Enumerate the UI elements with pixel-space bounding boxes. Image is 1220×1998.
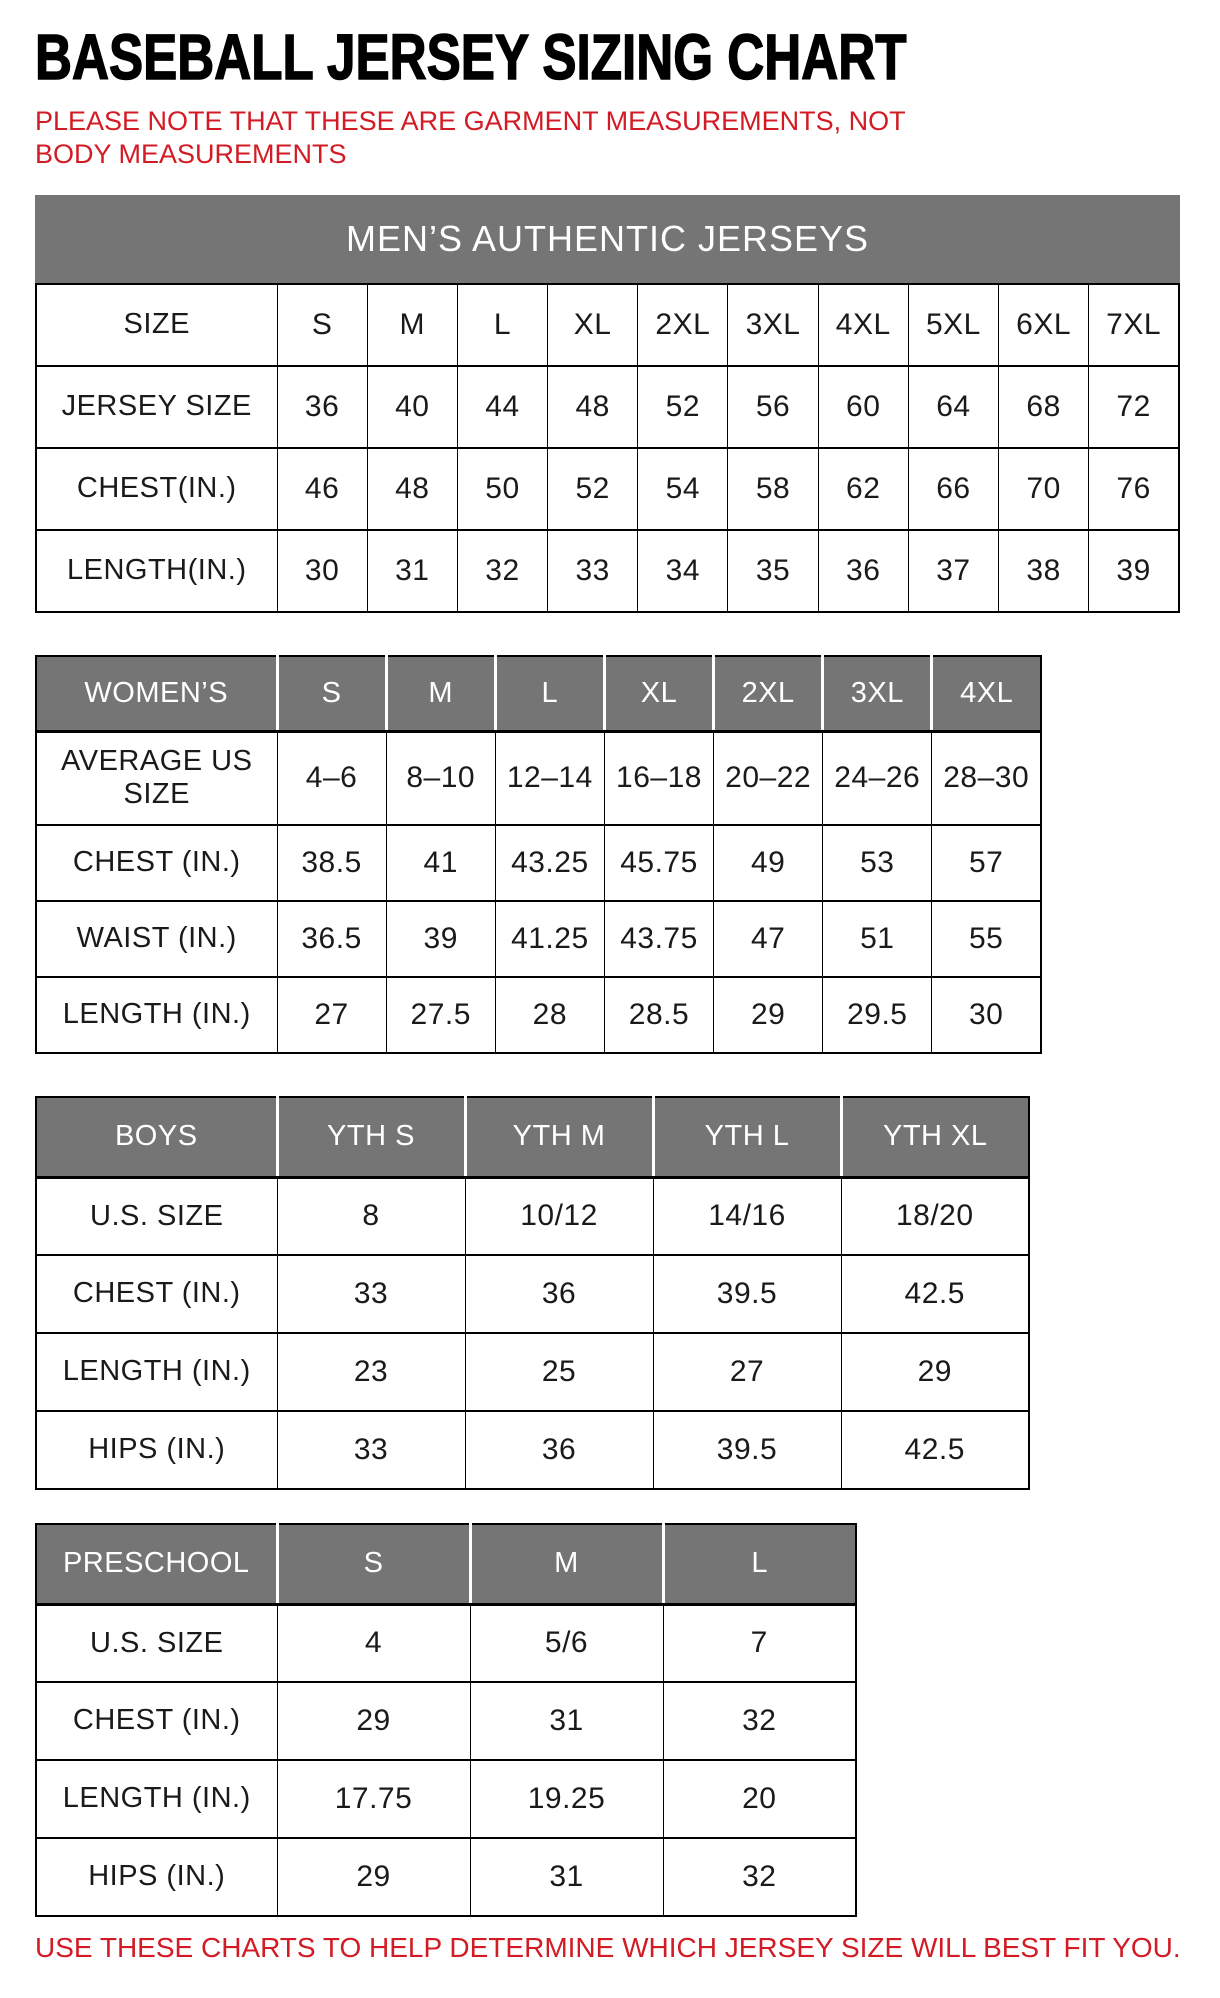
measurement-cell: 40 [367,366,457,448]
measurement-cell: 39 [1089,530,1179,612]
row-label: U.S. SIZE [36,1604,277,1682]
measurement-cell: 47 [714,901,823,977]
table-row [36,1255,1029,1333]
measurement-cell: 28.5 [604,977,713,1053]
row-label: LENGTH(IN.) [36,530,277,612]
size-column-header: L [495,656,604,731]
measurement-cell: 29 [714,977,823,1053]
size-column-header: YTH L [653,1097,841,1177]
measurement-cell: 20–22 [714,731,823,825]
measurement-cell: 57 [932,825,1041,901]
footer-note: USE THESE CHARTS TO HELP DETERMINE WHICH JERSEY SIZE WILL BEST FIT YOU. [35,1932,1181,1964]
table-row [36,977,1041,1053]
measurement-cell: 4XL [818,284,908,366]
measurement-cell: 29 [277,1838,470,1916]
measurement-cell: 33 [277,1411,465,1489]
measurement-cell: 33 [277,1255,465,1333]
preschool-size-header-row [36,1524,856,1604]
measurement-cell: 52 [548,448,638,530]
measurement-cell: 41 [386,825,495,901]
measurement-cell: 58 [728,448,818,530]
measurement-cell: 32 [663,1682,856,1760]
measurement-cell: 34 [638,530,728,612]
measurement-cell: 62 [818,448,908,530]
measurement-cell: 25 [465,1333,653,1411]
measurement-cell: 28–30 [932,731,1041,825]
table-row [36,1604,856,1682]
table-row [36,1760,856,1838]
measurement-cell: 54 [638,448,728,530]
size-column-header: L [663,1524,856,1604]
table-row [36,1333,1029,1411]
table-group-label: BOYS [36,1097,277,1177]
mens-sizing-table [35,283,1180,613]
row-label: CHEST (IN.) [36,1255,277,1333]
row-label: HIPS (IN.) [36,1838,277,1916]
size-column-header: S [277,1524,470,1604]
measurement-cell: 31 [367,530,457,612]
measurement-cell: 53 [823,825,932,901]
measurement-cell: 31 [470,1682,663,1760]
womens-size-header-row [36,656,1041,731]
table-row [36,1838,856,1916]
measurement-cell: 4–6 [277,731,386,825]
size-column-header: M [386,656,495,731]
measurement-cell: 32 [663,1838,856,1916]
measurement-cell: 48 [367,448,457,530]
table-row [36,1682,856,1760]
measurement-cell: 38 [999,530,1089,612]
row-label: U.S. SIZE [36,1177,277,1255]
measurement-cell: 29 [277,1682,470,1760]
measurement-cell: M [367,284,457,366]
measurement-cell: 76 [1089,448,1179,530]
row-label: LENGTH (IN.) [36,977,277,1053]
table-row [36,1177,1029,1255]
measurement-cell: 27 [277,977,386,1053]
measurement-cell: 66 [908,448,998,530]
measurement-cell: 8–10 [386,731,495,825]
measurement-cell: 41.25 [495,901,604,977]
table-row [36,901,1041,977]
measurement-cell: 56 [728,366,818,448]
row-label: WAIST (IN.) [36,901,277,977]
measurement-cell: 10/12 [465,1177,653,1255]
measurement-cell: 12–14 [495,731,604,825]
measurement-cell: 48 [548,366,638,448]
womens-sizing-table [35,655,1042,1054]
row-label: HIPS (IN.) [36,1411,277,1489]
size-column-header: 2XL [714,656,823,731]
row-label: LENGTH (IN.) [36,1333,277,1411]
measurement-cell: 72 [1089,366,1179,448]
measurement-cell: 18/20 [841,1177,1029,1255]
row-label: AVERAGE US SIZE [36,731,277,825]
table-group-label: WOMEN’S [36,656,277,731]
measurement-cell: 37 [908,530,998,612]
measurement-cell: 39.5 [653,1255,841,1333]
measurement-cell: 39.5 [653,1411,841,1489]
measurement-cell: 42.5 [841,1411,1029,1489]
table-row [36,448,1179,530]
measurement-cell: 29 [841,1333,1029,1411]
table-row [36,731,1041,825]
sizing-chart-page [35,21,1220,1965]
measurement-cell: S [277,284,367,366]
table-row [36,1411,1029,1489]
measurement-cell: 31 [470,1838,663,1916]
table-row [36,530,1179,612]
garment-measurements-note: PLEASE NOTE THAT THESE ARE GARMENT MEASUREMENTS, NOT BODY MEASUREMENTS [35,106,906,170]
measurement-cell: 64 [908,366,998,448]
measurement-cell: 43.75 [604,901,713,977]
measurement-cell: 27 [653,1333,841,1411]
measurement-cell: 8 [277,1177,465,1255]
measurement-cell: 44 [457,366,547,448]
measurement-cell: 36.5 [277,901,386,977]
measurement-cell: 3XL [728,284,818,366]
measurement-cell: 19.25 [470,1760,663,1838]
measurement-cell: XL [548,284,638,366]
measurement-cell: 52 [638,366,728,448]
measurement-cell: 20 [663,1760,856,1838]
measurement-cell: L [457,284,547,366]
measurement-cell: 60 [818,366,908,448]
measurement-cell: 6XL [999,284,1089,366]
row-label: SIZE [36,284,277,366]
measurement-cell: 28 [495,977,604,1053]
page-title: BASEBALL JERSEY SIZING CHART [35,21,907,93]
measurement-cell: 43.25 [495,825,604,901]
measurement-cell: 68 [999,366,1089,448]
measurement-cell: 7 [663,1604,856,1682]
measurement-cell: 36 [465,1255,653,1333]
measurement-cell: 42.5 [841,1255,1029,1333]
measurement-cell: 50 [457,448,547,530]
measurement-cell: 29.5 [823,977,932,1053]
row-label: LENGTH (IN.) [36,1760,277,1838]
size-column-header: S [277,656,386,731]
measurement-cell: 5XL [908,284,998,366]
row-label: JERSEY SIZE [36,366,277,448]
table-row [36,284,1179,366]
measurement-cell: 7XL [1089,284,1179,366]
measurement-cell: 2XL [638,284,728,366]
measurement-cell: 70 [999,448,1089,530]
size-column-header: YTH XL [841,1097,1029,1177]
measurement-cell: 32 [457,530,547,612]
measurement-cell: 24–26 [823,731,932,825]
measurement-cell: 27.5 [386,977,495,1053]
measurement-cell: 51 [823,901,932,977]
measurement-cell: 39 [386,901,495,977]
boys-sizing-table [35,1096,1030,1490]
row-label: CHEST(IN.) [36,448,277,530]
measurement-cell: 14/16 [653,1177,841,1255]
measurement-cell: 36 [818,530,908,612]
measurement-cell: 36 [277,366,367,448]
measurement-cell: 38.5 [277,825,386,901]
measurement-cell: 23 [277,1333,465,1411]
measurement-cell: 4 [277,1604,470,1682]
measurement-cell: 5/6 [470,1604,663,1682]
size-column-header: 3XL [823,656,932,731]
measurement-cell: 36 [465,1411,653,1489]
measurement-cell: 35 [728,530,818,612]
size-column-header: XL [604,656,713,731]
measurement-cell: 46 [277,448,367,530]
row-label: CHEST (IN.) [36,1682,277,1760]
measurement-cell: 17.75 [277,1760,470,1838]
size-column-header: 4XL [932,656,1041,731]
size-column-header: YTH S [277,1097,465,1177]
size-column-header: YTH M [465,1097,653,1177]
table-group-label: PRESCHOOL [36,1524,277,1604]
measurement-cell: 55 [932,901,1041,977]
measurement-cell: 33 [548,530,638,612]
measurement-cell: 45.75 [604,825,713,901]
preschool-sizing-table [35,1523,857,1917]
table-row [36,825,1041,901]
size-column-header: M [470,1524,663,1604]
measurement-cell: 30 [277,530,367,612]
measurement-cell: 30 [932,977,1041,1053]
measurement-cell: 16–18 [604,731,713,825]
measurement-cell: 49 [714,825,823,901]
table-row [36,366,1179,448]
row-label: CHEST (IN.) [36,825,277,901]
boys-size-header-row [36,1097,1029,1177]
mens-table-banner: MEN’S AUTHENTIC JERSEYS [35,195,1180,283]
